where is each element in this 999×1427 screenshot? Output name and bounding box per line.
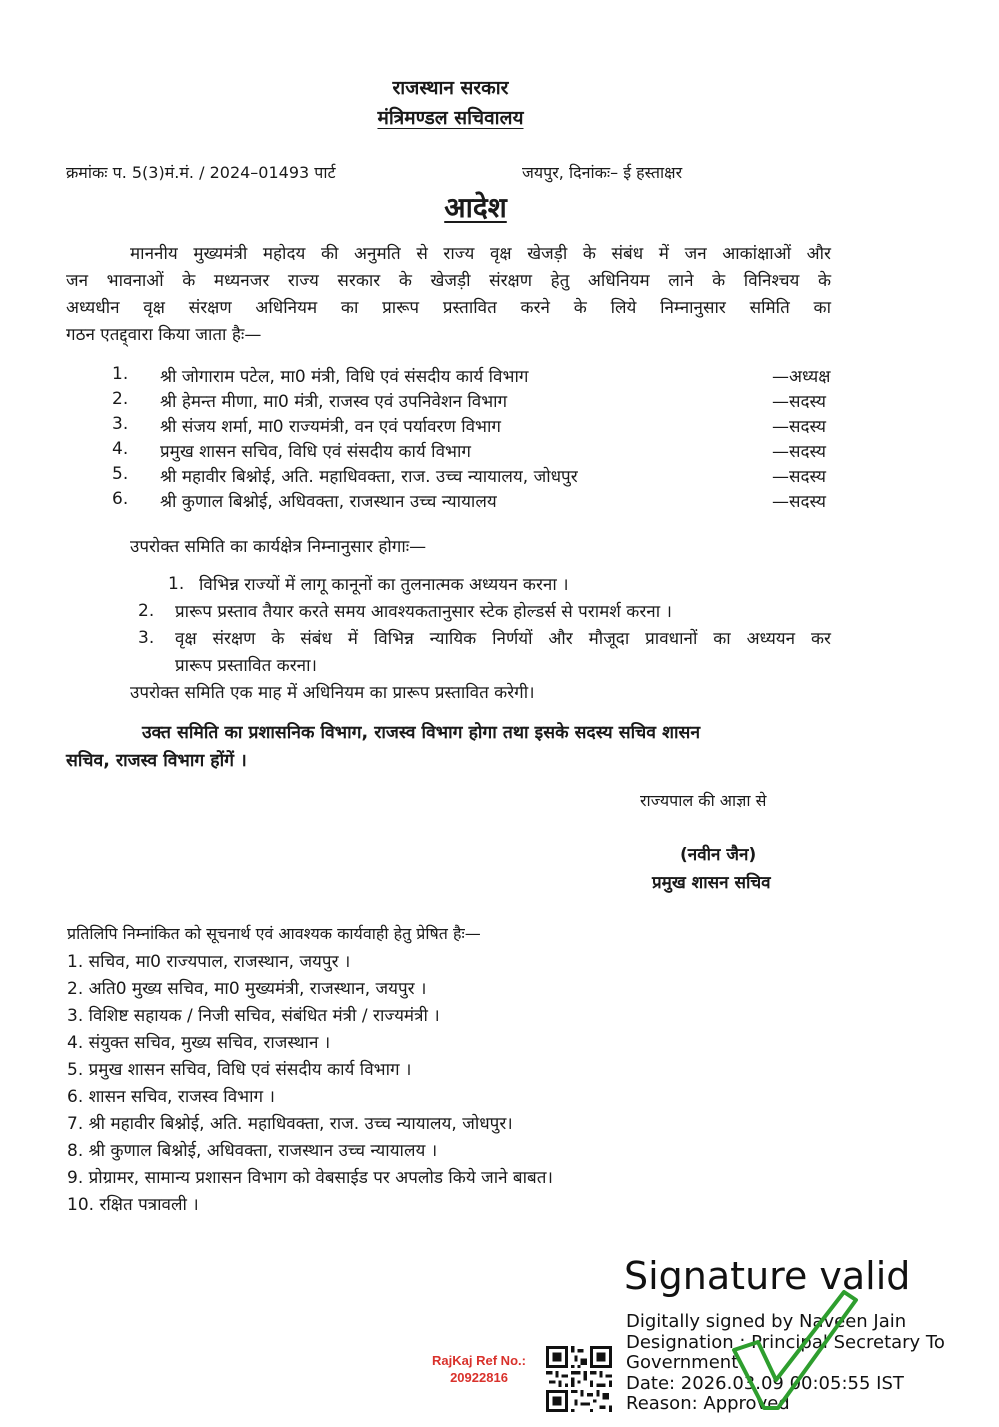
copy-item: 2. अति0 मुख्य सचिव, मा0 मुख्यमंत्री, राजस्थान, जयपुर । [67,979,427,999]
order-title: आदेश [444,191,507,224]
qr-code-icon[interactable] [546,1346,612,1412]
intro-paragraph [66,241,831,349]
member-row [0,364,999,389]
signature-status: Signature valid [624,1254,911,1298]
member-name: प्रमुख शासन सचिव, विधि एवं संसदीय कार्य विभाग [160,442,471,462]
deadline-statement: उपरोक्त समिति एक माह में अधिनियम का प्रारूप प्रस्तावित करेगी। [130,683,535,703]
intro-line: गठन एतद्द्वारा किया जाता हैः— [66,325,262,345]
copy-intro: प्रतिलिपि निम्नांकित को सूचनार्थ एवं आवश्यक कार्यवाही हेतु प्रेषित हैः— [67,924,481,943]
scope-number: 3. [138,628,155,648]
member-row [0,414,999,439]
member-row [0,439,999,464]
member-row [0,464,999,489]
scope-number: 1. [168,574,185,594]
rajkaj-number: 20922816 [450,1370,508,1385]
member-role: —सदस्य [772,467,826,487]
scope-item: विभिन्न राज्यों में लागू कानूनों का तुलनात्मक अध्ययन करना । [199,575,569,595]
member-role: —सदस्य [772,392,826,412]
intro-line: जन भावनाओं के मध्यनजर राज्य सरकार के खेजड़ी संरक्षण हेतु अधिनियम लाने के विनिश्चय के [66,271,831,291]
intro-line: अध्यधीन वृक्ष संरक्षण अधिनियम का प्रारूप प्रस्तावित करने के लिये निम्नानुसार समिति का [66,298,831,318]
member-number: 2. [112,389,129,409]
copy-item: 3. विशिष्ट सहायक / निजी सचिव, संबंधित मंत्री / राज्यमंत्री । [67,1006,440,1026]
copy-item: 10. रक्षित पत्रावली । [67,1195,199,1215]
member-name: श्री कुणाल बिश्नोई, अधिवक्ता, राजस्थान उच्च न्यायालय [160,492,497,512]
member-role: —सदस्य [772,417,826,437]
copy-item: 6. शासन सचिव, राजस्व विभाग । [67,1087,275,1107]
member-number: 3. [112,414,129,434]
member-name: श्री संजय शर्मा, मा0 राज्यमंत्री, वन एवं पर्यावरण विभाग [160,417,501,437]
copy-item: 8. श्री कुणाल बिश्नोई, अधिवक्ता, राजस्थान उच्च न्यायालय । [67,1141,438,1161]
signature-line: Government [626,1352,739,1373]
scope-intro: उपरोक्त समिति का कार्यक्षेत्र निम्नानुसार होगाः— [130,537,427,557]
intro-line: माननीय मुख्यमंत्री महोदय की अनुमति से राज्य वृक्ष खेजड़ी के संबंध में जन आकांक्षाओं और [130,244,831,264]
signatory-designation: प्रमुख शासन सचिव [652,873,771,893]
admin-note: उक्त समिति का प्रशासनिक विभाग, राजस्व विभाग होगा तथा इसके सदस्य सचिव शासन [142,723,701,743]
department-heading: मंत्रिमण्डल सचिवालय [377,107,524,129]
rajkaj-reference [420,1352,538,1386]
member-row [0,389,999,414]
by-order-of-governor: राज्यपाल की आज्ञा से [640,791,767,810]
signature-line: Date: 2026.03.09 00:05:55 IST [626,1372,904,1394]
member-number: 1. [112,364,129,384]
copy-item: 1. सचिव, मा0 राज्यपाल, राजस्थान, जयपुर । [67,952,351,972]
member-number: 4. [112,439,129,459]
order-number: क्रमांकः प. 5(3)मं.मं. / 2024–01493 पार्ट [66,163,336,182]
checkmark-icon [716,1284,866,1414]
rajkaj-label: RajKaj Ref No.: [432,1353,526,1368]
member-role: —अध्यक्ष [772,367,831,387]
signature-line: Digitally signed by Naveen Jain [626,1311,907,1332]
copy-item: 7. श्री महावीर बिश्नोई, अति. महाधिवक्ता, राज. उच्च न्यायालय, जोधपुर। [67,1114,513,1134]
member-number: 5. [112,464,129,484]
place-date: जयपुर, दिनांकः– ई हस्ताक्षर [522,163,683,182]
member-number: 6. [112,489,129,509]
signature-line: Designation : Principal Secretary To [626,1331,945,1353]
government-heading: राजस्थान सरकार [392,77,509,99]
member-role: —सदस्य [772,492,826,512]
member-name: श्री हेमन्त मीणा, मा0 मंत्री, राजस्व एवं उपनिवेशन विभाग [160,392,508,412]
signatory-name: (नवीन जैन) [680,845,757,865]
scope-item: प्रारूप प्रस्ताव तैयार करते समय आवश्यकतानुसार स्टेक होल्डर्स से परामर्श करना । [175,602,672,622]
member-row [0,489,999,514]
scope-number: 2. [138,601,155,621]
copy-item: 5. प्रमुख शासन सचिव, विधि एवं संसदीय कार्य विभाग । [67,1060,412,1080]
scope-item-continued: प्रारूप प्रस्तावित करना। [175,656,317,676]
member-name: श्री जोगाराम पटेल, मा0 मंत्री, विधि एवं संसदीय कार्य विभाग [160,367,529,387]
digital-signature[interactable] [620,1254,990,1419]
member-name: श्री महावीर बिश्नोई, अति. महाधिवक्ता, राज. उच्च न्यायालय, जोधपुर [160,467,578,487]
scope-item: वृक्ष संरक्षण के संबंध में विभिन्न न्यायिक निर्णयों और मौजूदा प्रावधानों का अध्ययन कर [175,629,831,649]
copy-item: 4. संयुक्त सचिव, मुख्य सचिव, राजस्थान । [67,1033,331,1053]
signature-line: Reason: Approved [626,1393,790,1414]
member-role: —सदस्य [772,442,826,462]
admin-note-continued: सचिव, राजस्व विभाग होंगें । [66,751,247,771]
copy-item: 9. प्रोग्रामर, सामान्य प्रशासन विभाग को वेबसाईड पर अपलोड किये जाने बाबत। [67,1168,553,1188]
